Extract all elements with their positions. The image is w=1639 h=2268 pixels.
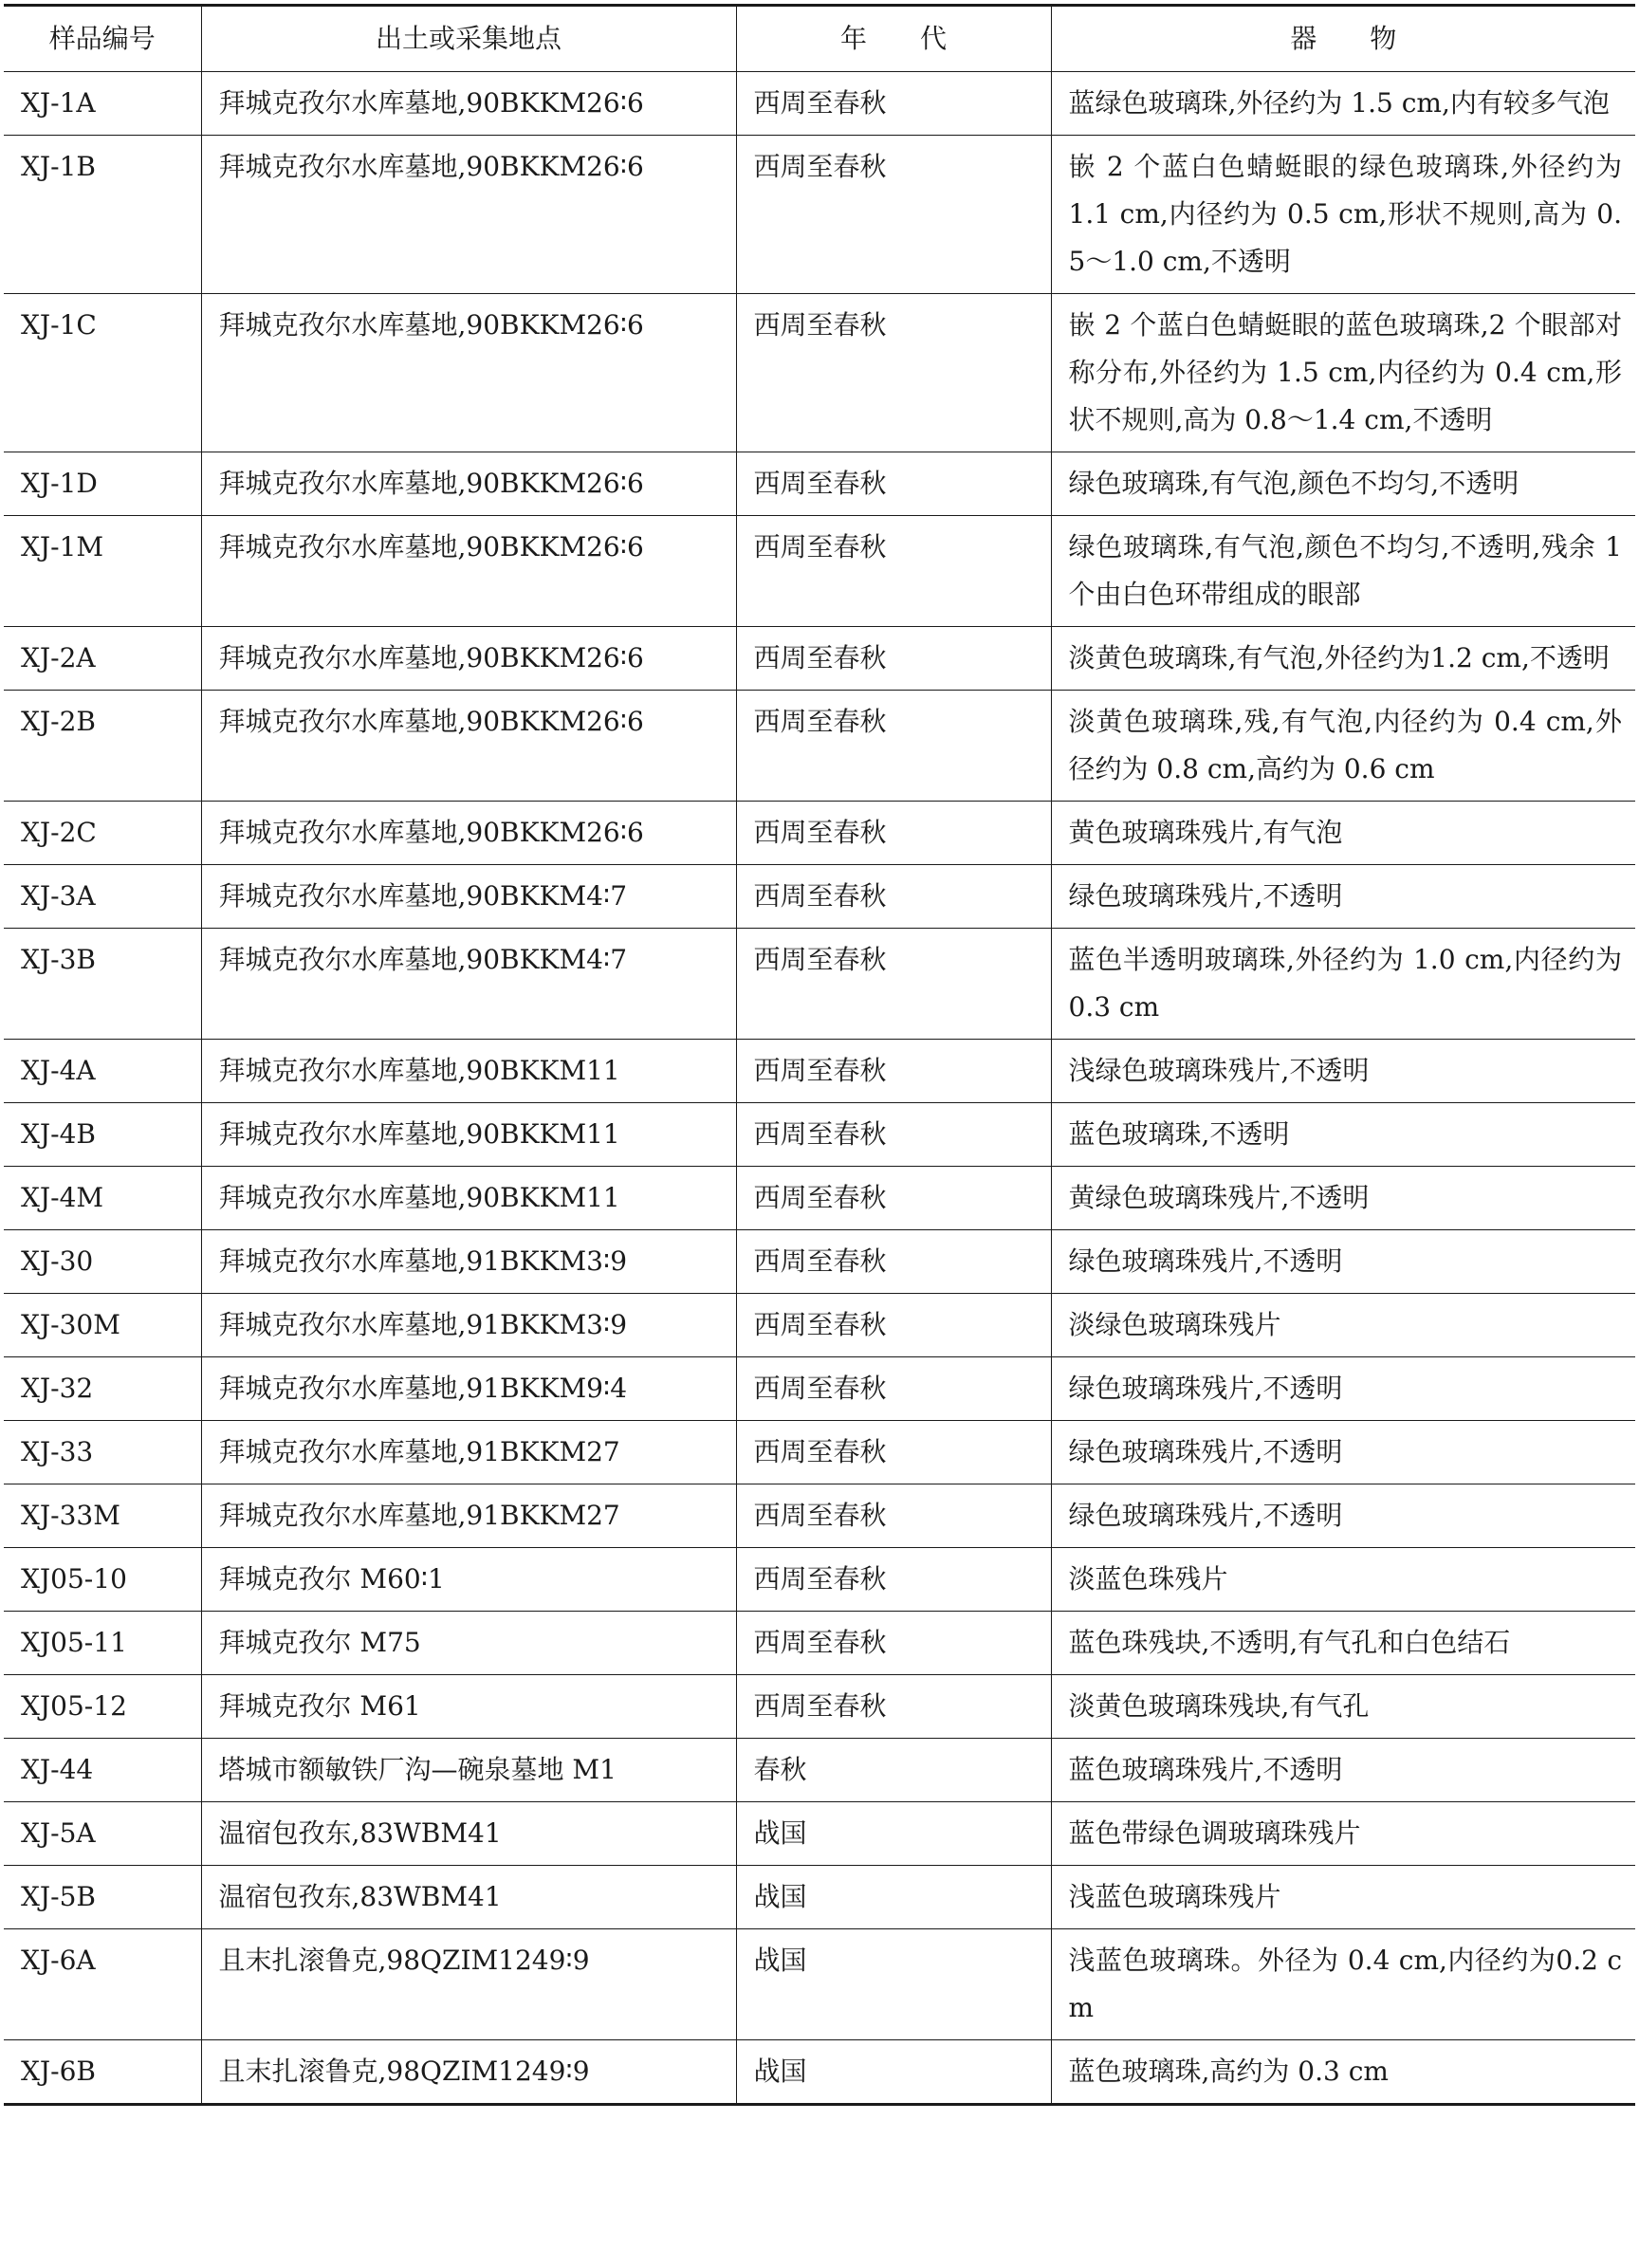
sample-table: [4, 4, 1635, 2106]
cell-artifact: 浅蓝色玻璃珠。外径为 0.4 cm,内径约为0.2 cm: [1051, 1929, 1635, 2040]
cell-location: 拜城克孜尔水库墓地,90BKKM4∶7: [201, 865, 736, 929]
cell-period: 西周至春秋: [736, 1675, 1051, 1739]
table-row: [4, 1103, 1635, 1167]
cell-artifact: 蓝色带绿色调玻璃珠残片: [1051, 1802, 1635, 1866]
cell-artifact: 蓝绿色玻璃珠,外径约为 1.5 cm,内有较多气泡: [1051, 72, 1635, 136]
cell-period: 西周至春秋: [736, 691, 1051, 802]
table-row: [4, 72, 1635, 136]
cell-location: 拜城克孜尔水库墓地,90BKKM11: [201, 1103, 736, 1167]
cell-location: 且末扎滚鲁克,98QZIM1249∶9: [201, 2040, 736, 2105]
cell-location: 拜城克孜尔水库墓地,91BKKM27: [201, 1484, 736, 1548]
cell-sample-id: XJ-6A: [21, 1945, 96, 1976]
cell-location: 拜城克孜尔水库墓地,90BKKM11: [201, 1167, 736, 1230]
cell-artifact: 绿色玻璃珠,有气泡,颜色不均匀,不透明: [1051, 452, 1635, 516]
cell-artifact: 淡黄色玻璃珠残块,有气孔: [1051, 1675, 1635, 1739]
cell-sample-id: XJ05-11: [21, 1627, 127, 1658]
cell-period: 战国: [736, 1929, 1051, 2040]
cell-period: 西周至春秋: [736, 452, 1051, 516]
cell-artifact: 绿色玻璃珠残片,不透明: [1051, 1421, 1635, 1484]
cell-location: 温宿包孜东,83WBM41: [201, 1802, 736, 1866]
cell-artifact: 蓝色半透明玻璃珠,外径约为 1.0 cm,内径约为 0.3 cm: [1051, 929, 1635, 1040]
cell-sample-id: XJ-5B: [21, 1881, 97, 1912]
cell-period: 西周至春秋: [736, 516, 1051, 627]
cell-sample-id: XJ-2A: [21, 642, 96, 673]
cell-sample-id: XJ-33: [21, 1436, 94, 1467]
cell-sample-id: XJ-3A: [21, 880, 96, 912]
cell-artifact: 绿色玻璃珠残片,不透明: [1051, 1230, 1635, 1294]
cell-period: 西周至春秋: [736, 1040, 1051, 1103]
cell-sample-id: XJ-1B: [21, 151, 97, 182]
cell-sample-id: XJ05-12: [21, 1690, 127, 1722]
cell-location: 拜城克孜尔水库墓地,90BKKM26∶6: [201, 516, 736, 627]
table-header: [4, 6, 1635, 72]
cell-location: 拜城克孜尔 M61: [201, 1675, 736, 1739]
cell-location: 拜城克孜尔水库墓地,90BKKM26∶6: [201, 136, 736, 294]
cell-period: 西周至春秋: [736, 1612, 1051, 1675]
cell-artifact: 淡黄色玻璃珠,残,有气泡,内径约为 0.4 cm,外径约为 0.8 cm,高约为 0.6 cm: [1051, 691, 1635, 802]
table-row: [4, 136, 1635, 294]
cell-location: 拜城克孜尔水库墓地,90BKKM26∶6: [201, 294, 736, 452]
cell-sample-id: XJ-44: [21, 1754, 94, 1785]
cell-sample-id: XJ-4A: [21, 1055, 96, 1086]
table-row: [4, 452, 1635, 516]
cell-sample-id: XJ-33M: [21, 1500, 120, 1531]
cell-period: 西周至春秋: [736, 929, 1051, 1040]
table-row: [4, 1929, 1635, 2040]
table-row: [4, 1866, 1635, 1929]
cell-period: 西周至春秋: [736, 1103, 1051, 1167]
cell-period: 战国: [736, 1866, 1051, 1929]
cell-artifact: 淡黄色玻璃珠,有气泡,外径约为1.2 cm,不透明: [1051, 627, 1635, 691]
cell-artifact: 蓝色玻璃珠残片,不透明: [1051, 1739, 1635, 1802]
header-row: [4, 6, 1635, 72]
cell-period: 西周至春秋: [736, 1167, 1051, 1230]
header-artifact: 器 物: [1051, 6, 1635, 72]
cell-sample-id: XJ-32: [21, 1373, 94, 1404]
table-row: [4, 865, 1635, 929]
table-row: [4, 1040, 1635, 1103]
cell-location: 塔城市额敏铁厂沟—碗泉墓地 M1: [201, 1739, 736, 1802]
cell-period: 西周至春秋: [736, 1484, 1051, 1548]
cell-location: 拜城克孜尔水库墓地,90BKKM11: [201, 1040, 736, 1103]
cell-location: 拜城克孜尔 M60∶1: [201, 1548, 736, 1612]
cell-artifact: 绿色玻璃珠残片,不透明: [1051, 865, 1635, 929]
cell-sample-id: XJ-1D: [21, 468, 98, 499]
cell-artifact: 浅绿色玻璃珠残片,不透明: [1051, 1040, 1635, 1103]
cell-location: 拜城克孜尔水库墓地,90BKKM4∶7: [201, 929, 736, 1040]
cell-sample-id: XJ-1C: [21, 309, 97, 341]
table-row: [4, 929, 1635, 1040]
table-row: [4, 1675, 1635, 1739]
table-row: [4, 1294, 1635, 1357]
cell-sample-id: XJ-30: [21, 1245, 94, 1277]
cell-artifact: 绿色玻璃珠,有气泡,颜色不均匀,不透明,残余 1 个由白色环带组成的眼部: [1051, 516, 1635, 627]
cell-location: 拜城克孜尔水库墓地,90BKKM26∶6: [201, 72, 736, 136]
cell-location: 且末扎滚鲁克,98QZIM1249∶9: [201, 1929, 736, 2040]
cell-artifact: 蓝色玻璃珠,不透明: [1051, 1103, 1635, 1167]
cell-sample-id: XJ-30M: [21, 1309, 120, 1340]
cell-period: 西周至春秋: [736, 1421, 1051, 1484]
cell-period: 西周至春秋: [736, 1548, 1051, 1612]
cell-period: 西周至春秋: [736, 136, 1051, 294]
cell-sample-id: XJ-4M: [21, 1182, 104, 1213]
table-row: [4, 1612, 1635, 1675]
cell-period: 西周至春秋: [736, 627, 1051, 691]
cell-artifact: 黄绿色玻璃珠残片,不透明: [1051, 1167, 1635, 1230]
table-row: [4, 2040, 1635, 2105]
cell-sample-id: XJ05-10: [21, 1563, 127, 1595]
table-row: [4, 627, 1635, 691]
cell-artifact: 嵌 2 个蓝白色蜻蜓眼的绿色玻璃珠,外径约为 1.1 cm,内径约为 0.5 cm,形状不规则,高为 0.5～1.0 cm,不透明: [1051, 136, 1635, 294]
cell-period: 西周至春秋: [736, 1357, 1051, 1421]
cell-artifact: 绿色玻璃珠残片,不透明: [1051, 1357, 1635, 1421]
cell-location: 拜城克孜尔水库墓地,90BKKM26∶6: [201, 691, 736, 802]
cell-period: 西周至春秋: [736, 1294, 1051, 1357]
cell-location: 拜城克孜尔水库墓地,90BKKM26∶6: [201, 452, 736, 516]
cell-sample-id: XJ-4B: [21, 1118, 97, 1150]
cell-period: 西周至春秋: [736, 865, 1051, 929]
table-row: [4, 802, 1635, 865]
table-row: [4, 1484, 1635, 1548]
cell-sample-id: XJ-6B: [21, 2056, 97, 2087]
cell-sample-id: XJ-2B: [21, 706, 97, 737]
cell-sample-id: XJ-1A: [21, 87, 96, 119]
cell-location: 拜城克孜尔水库墓地,90BKKM26∶6: [201, 802, 736, 865]
header-location: 出土或采集地点: [201, 6, 736, 72]
cell-period: 春秋: [736, 1739, 1051, 1802]
cell-period: 战国: [736, 1802, 1051, 1866]
cell-period: 战国: [736, 2040, 1051, 2105]
header-period: 年 代: [736, 6, 1051, 72]
table-row: [4, 1739, 1635, 1802]
cell-artifact: 嵌 2 个蓝白色蜻蜓眼的蓝色玻璃珠,2 个眼部对称分布,外径约为 1.5 cm,内径约为 0.4 cm,形状不规则,高为 0.8～1.4 cm,不透明: [1051, 294, 1635, 452]
cell-location: 拜城克孜尔水库墓地,91BKKM9∶4: [201, 1357, 736, 1421]
cell-location: 拜城克孜尔水库墓地,90BKKM26∶6: [201, 627, 736, 691]
table-row: [4, 1548, 1635, 1612]
cell-location: 拜城克孜尔水库墓地,91BKKM3∶9: [201, 1294, 736, 1357]
cell-location: 温宿包孜东,83WBM41: [201, 1866, 736, 1929]
cell-artifact: 黄色玻璃珠残片,有气泡: [1051, 802, 1635, 865]
cell-artifact: 淡绿色玻璃珠残片: [1051, 1294, 1635, 1357]
table-row: [4, 516, 1635, 627]
table-row: [4, 1167, 1635, 1230]
cell-sample-id: XJ-2C: [21, 817, 97, 848]
cell-period: 西周至春秋: [736, 72, 1051, 136]
table-body: [4, 72, 1635, 2105]
cell-sample-id: XJ-5A: [21, 1817, 96, 1849]
table-row: [4, 691, 1635, 802]
table-row: [4, 1802, 1635, 1866]
table-row: [4, 1357, 1635, 1421]
cell-period: 西周至春秋: [736, 802, 1051, 865]
cell-sample-id: XJ-3B: [21, 944, 97, 975]
table-row: [4, 1230, 1635, 1294]
cell-period: 西周至春秋: [736, 1230, 1051, 1294]
cell-location: 拜城克孜尔 M75: [201, 1612, 736, 1675]
cell-sample-id: XJ-1M: [21, 531, 104, 562]
header-sample-id: 样品编号: [48, 23, 156, 54]
cell-artifact: 浅蓝色玻璃珠残片: [1051, 1866, 1635, 1929]
cell-location: 拜城克孜尔水库墓地,91BKKM27: [201, 1421, 736, 1484]
cell-artifact: 蓝色玻璃珠,高约为 0.3 cm: [1051, 2040, 1635, 2105]
cell-period: 西周至春秋: [736, 294, 1051, 452]
cell-artifact: 淡蓝色珠残片: [1051, 1548, 1635, 1612]
cell-artifact: 蓝色珠残块,不透明,有气孔和白色结石: [1051, 1612, 1635, 1675]
cell-artifact: 绿色玻璃珠残片,不透明: [1051, 1484, 1635, 1548]
table-row: [4, 294, 1635, 452]
table-row: [4, 1421, 1635, 1484]
cell-location: 拜城克孜尔水库墓地,91BKKM3∶9: [201, 1230, 736, 1294]
